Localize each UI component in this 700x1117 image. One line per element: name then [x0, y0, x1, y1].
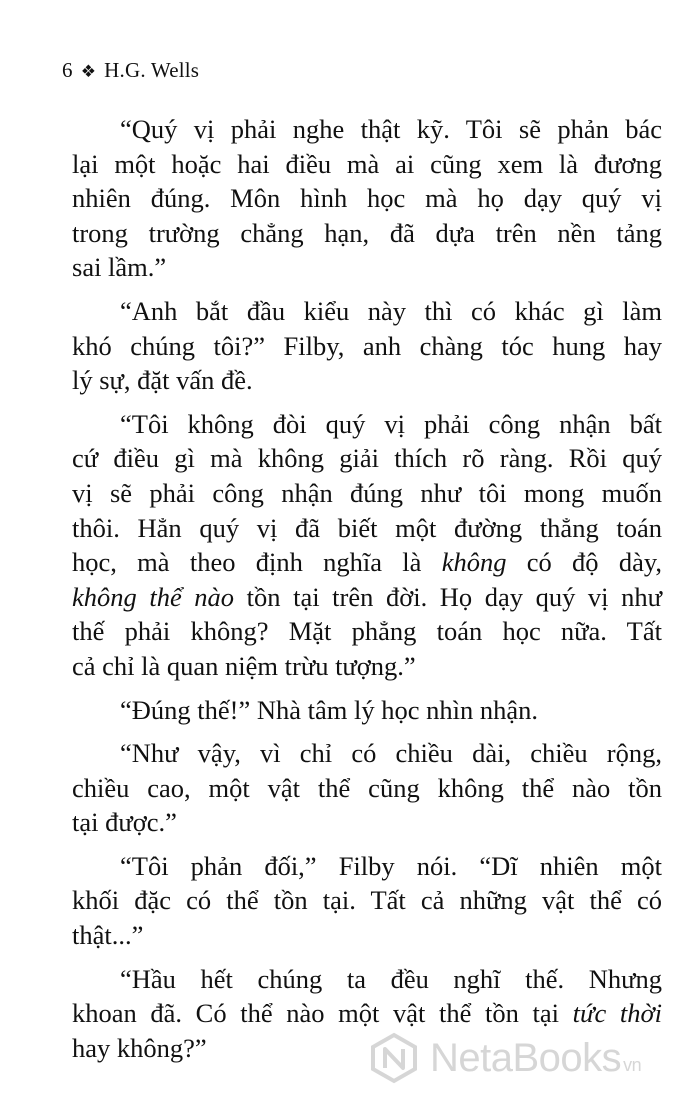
text-line: “Tôi không đòi quý vị phải công nhận bất [120, 408, 662, 439]
text-line: lại một hoặc hai điều mà ai cũng xem là đương [72, 148, 662, 179]
italic-run: không thể nào [72, 581, 235, 612]
text-line: khó chúng tôi?” Filby, anh chàng tóc hung hay [72, 330, 662, 361]
text-run: học, mà theo định nghĩa là [72, 547, 442, 578]
text-line: “Như vậy, vì chỉ có chiều dài, chiều rộng, [120, 738, 662, 769]
italic-run: tức thời [572, 998, 662, 1029]
running-header [62, 58, 199, 83]
text-line: thôi. Hẳn quý vị đã biết một đường thẳng toán [72, 512, 662, 543]
text-run: có độ dày, [506, 547, 662, 578]
text-line: chiều cao, một vật thể cũng không thể nào tồn [72, 772, 662, 803]
text-line: nhiên đúng. Môn hình học mà họ dạy quý vị [72, 183, 662, 214]
watermark-brand: NetaBooks [430, 1035, 622, 1080]
text-line [72, 996, 662, 1031]
paragraph-1 [72, 112, 662, 285]
watermark-suffix: vn [623, 1054, 642, 1075]
text-line: cả chỉ là quan niệm trừu tượng.” [72, 650, 416, 681]
body-text [72, 112, 662, 1074]
page-number: 6 [62, 58, 73, 82]
text-line: “Hầu hết chúng ta đều nghĩ thế. Nhưng [120, 963, 662, 994]
text-line: thật...” [72, 920, 144, 951]
text-line: sai lầm.” [72, 252, 167, 283]
italic-run: không [441, 547, 507, 578]
text-line: tại được.” [72, 807, 177, 838]
text-line: cứ điều gì mà không giải thích rõ ràng. Rồi quý [72, 443, 662, 474]
text-run: khoan đã. Có thể nào một vật thể tồn tại [72, 998, 573, 1029]
watermark [368, 1032, 641, 1084]
text-line [72, 545, 662, 580]
text-line: “Anh bắt đầu kiểu này thì có khác gì làm [120, 295, 662, 326]
text-line: khối đặc có thể tồn tại. Tất cả những vật thể có [72, 885, 662, 916]
text-line: “Đúng thế!” Nhà tâm lý học nhìn nhận. [120, 694, 538, 725]
ornament-icon: ❖ [80, 62, 97, 81]
watermark-text [430, 1036, 641, 1081]
paragraph-2 [72, 294, 662, 398]
text-line: hay không?” [72, 1032, 207, 1063]
netabooks-logo-icon [368, 1032, 420, 1084]
text-line: vị sẽ phải công nhận đúng như tôi mong muốn [72, 477, 662, 508]
text-line: “Tôi phản đối,” Filby nói. “Dĩ nhiên một [120, 850, 662, 881]
text-line [72, 580, 662, 615]
author-name: H.G. Wells [104, 58, 200, 82]
paragraph-3 [72, 407, 662, 684]
paragraph-4 [72, 693, 662, 728]
text-line: trong trường chẳng hạn, đã dựa trên nền tảng [72, 217, 662, 248]
text-line: “Quý vị phải nghe thật kỹ. Tôi sẽ phản bác [120, 114, 662, 144]
text-line: lý sự, đặt vấn đề. [72, 365, 253, 396]
paragraph-6 [72, 849, 662, 953]
text-run: tồn tại trên đời. Họ dạy quý vị như [234, 581, 662, 612]
paragraph-5 [72, 736, 662, 840]
text-line: thế phải không? Mặt phẳng toán học nữa. Tất [72, 616, 662, 647]
